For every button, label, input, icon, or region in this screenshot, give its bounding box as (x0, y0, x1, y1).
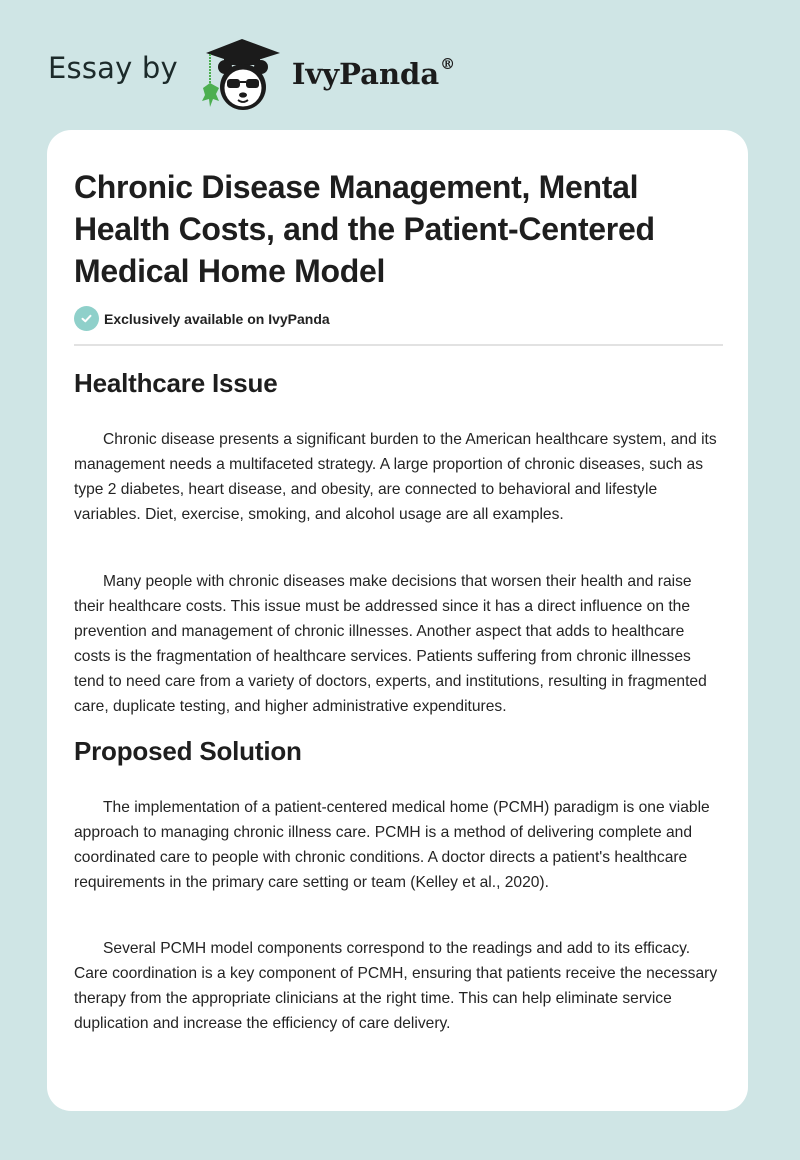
paragraph: Chronic disease presents a significant burden to the American healthcare system, and its management needs a multifaceted strategy. A large proportion of chronic diseases, such as type 2 diabetes, heart disease, and obesity, are connected to behavioral and lifestyle variables. Diet, exercise, smoking, and alcohol usage are all examples. (74, 431, 717, 523)
essay-card (47, 130, 748, 1111)
brand-name[interactable] (292, 57, 455, 91)
paragraph: The implementation of a patient-centered medical home (PCMH) paradigm is one viable approach to managing chronic illness care. PCMH is a method of delivering complete and coordinated care to people with chronic conditions. A doctor directs a patient's healthcare requirements in the primary care setting or team (Kelley et al., 2020). (74, 799, 710, 891)
title-divider (74, 344, 723, 346)
section-heading-healthcare-issue: Healthcare Issue (74, 368, 278, 398)
brand-text: IvyPanda (291, 57, 440, 91)
essay-title: Chronic Disease Management, Mental Health Costs, and the Patient-Centered Medical Home Model (74, 169, 655, 289)
essay-by-label: Essay by (48, 51, 178, 85)
paragraph: Several PCMH model components correspond to the readings and add to its efficacy. Care coordination is a key component of PCMH, ensuring that patients receive the necessary therapy from the appropriate clinicians at the right time. This can help eliminate service duplication and increase the efficiency of care delivery. (74, 940, 718, 1032)
paragraph: Many people with chronic diseases make decisions that worsen their health and raise their healthcare costs. This issue must be addressed since it has a direct influence on the prevention and management of chronic illnesses. Another aspect that adds to healthcare costs is the fragmentation of healthcare services. Patients suffering from chronic illnesses tend to need care from a variety of doctors, experts, and institutions, resulting in fragmented care, duplicate testing, and higher administrative expenditures. (74, 573, 707, 715)
site-header (48, 34, 455, 114)
trademark-symbol: ® (440, 55, 456, 74)
check-circle-icon (74, 306, 99, 331)
panda-graduate-logo-icon[interactable] (198, 35, 286, 113)
exclusive-badge (74, 306, 330, 331)
section-heading-proposed-solution: Proposed Solution (74, 736, 302, 766)
exclusive-label: Exclusively available on IvyPanda (104, 310, 330, 327)
